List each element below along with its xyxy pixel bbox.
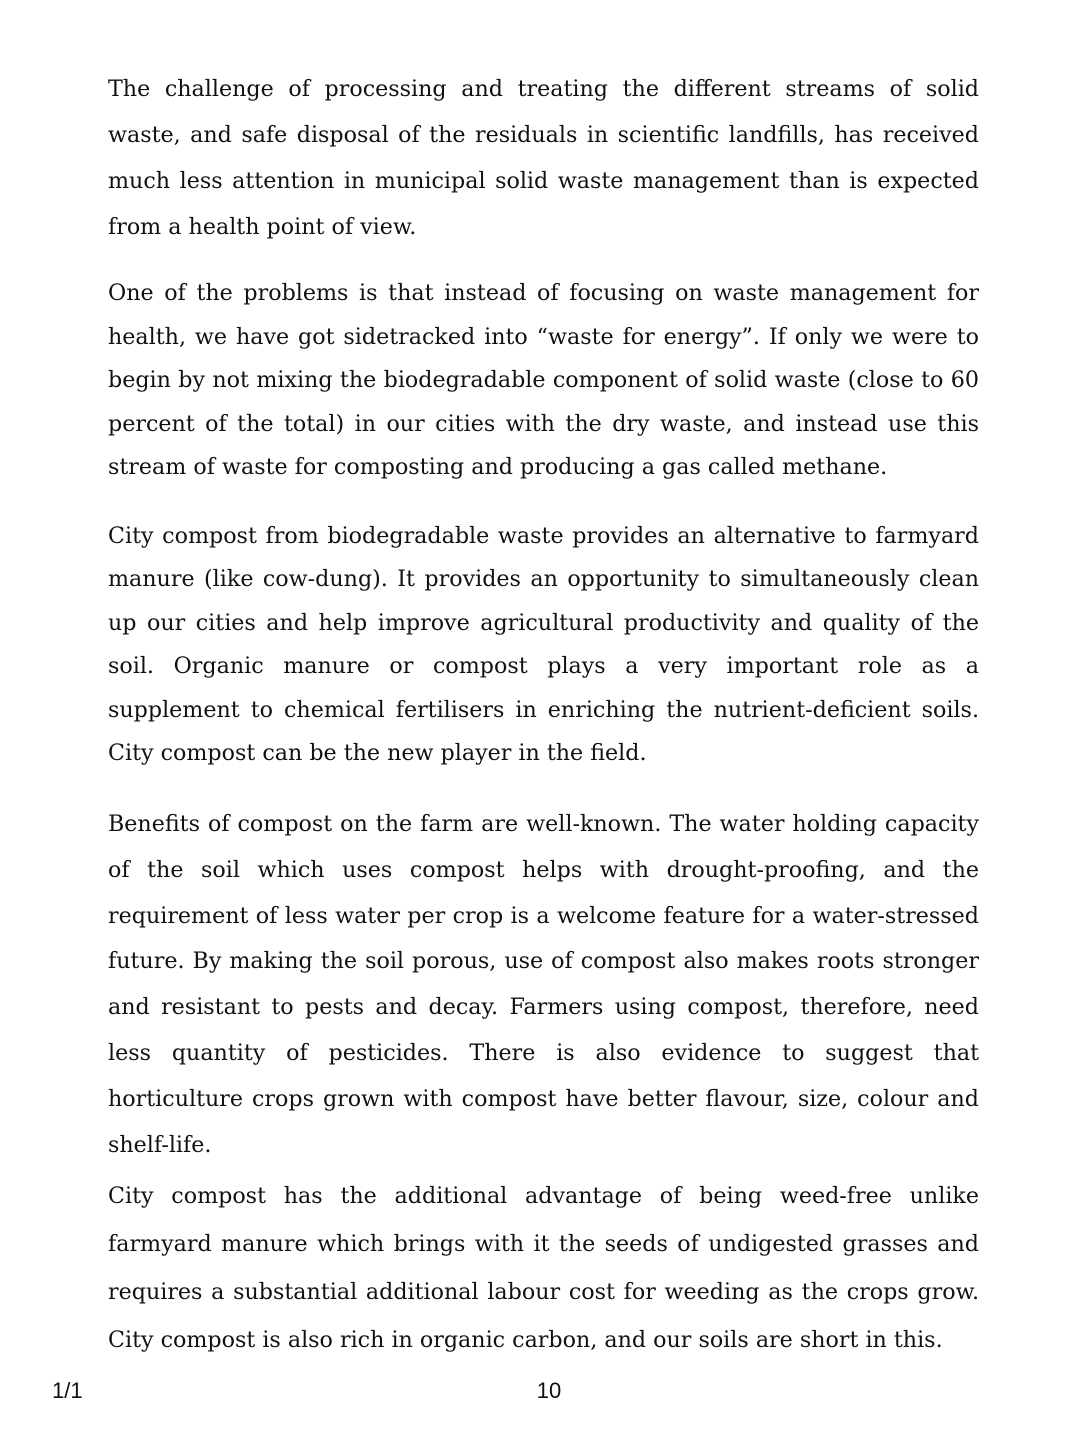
paragraph-5: City compost has the additional advantage of being weed-free unlike farmyard manure which brings with it the seeds of undigested grasses and requires a substantial additional labour cost for weeding as the crops grow. City compost is also rich in organic carbon, and our soils are short in this.	[108, 1183, 979, 1354]
paragraph-1: The challenge of processing and treating the different streams of solid waste, and safe disposal of the residuals in scientific landfills, has received much less attention in municipal solid waste management than is expected from a health point of view.	[108, 76, 979, 240]
paragraph-2: One of the problems is that instead of focusing on waste management for health, we have got sidetracked into “waste for energy”. If only we were to begin by not mixing the biodegradable component of solid waste (close to 60 percent of the total) in our cities with the dry waste, and instead use this stream of waste for composting and producing a gas called methane.	[108, 280, 979, 480]
paragraph-4: Benefits of compost on the farm are well-known. The water holding capacity of the soil which uses compost helps with drought-proofing, and the requirement of less water per crop is a welcome feature for a water-stressed future. By making the soil porous, use of compost also makes roots stronger and resistant to pests and decay. Farmers using compost, therefore, need less quantity of pesticides. There is also evidence to suggest that horticulture crops grown with compost have better flavour, size, colour and shelf-life.	[108, 811, 979, 1158]
page-number: 10	[536, 1378, 562, 1403]
page-counter: 1/1	[52, 1378, 83, 1403]
paragraph-3: City compost from biodegradable waste provides an alternative to farmyard manure (like cow-dung). It provides an opportunity to simultaneously clean up our cities and help improve agricultural productivity and quality of the soil. Organic manure or compost plays a very important role as a supplement to chemical fertilisers in enriching the nutrient-deficient soils. City compost can be the new player in the field.	[108, 522, 979, 767]
document-body	[108, 66, 979, 1364]
